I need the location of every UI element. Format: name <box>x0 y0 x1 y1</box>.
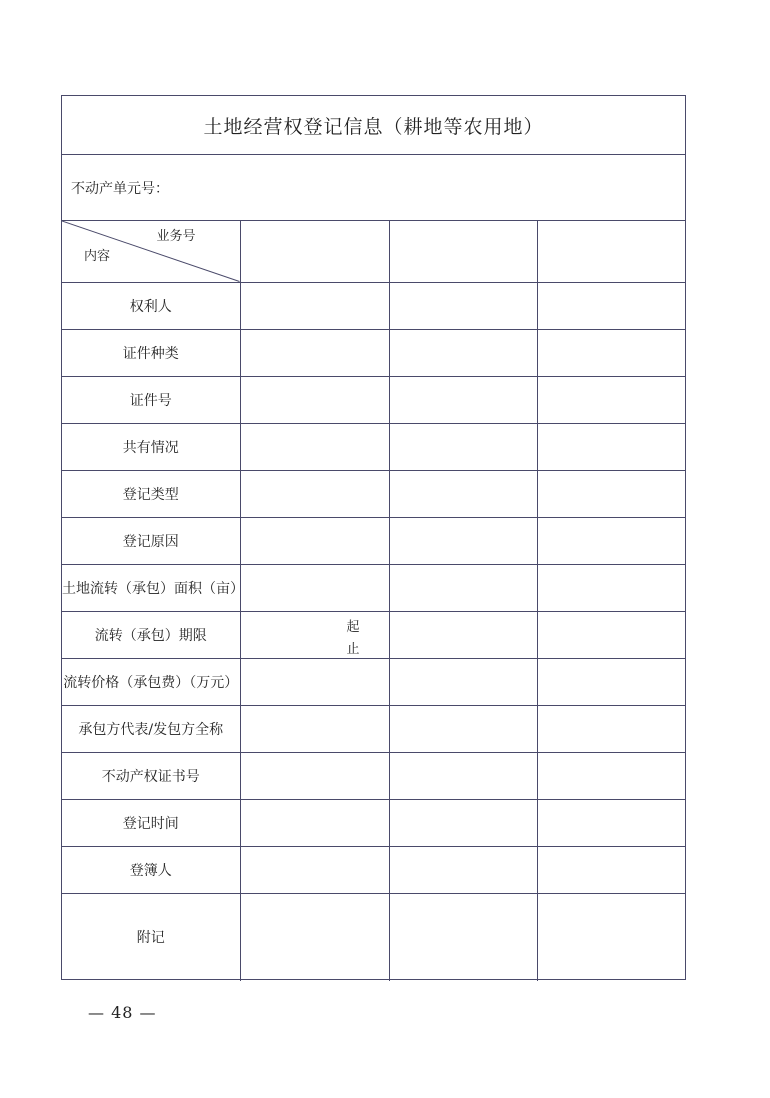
row-label: 登记时间 <box>62 799 240 846</box>
cell[interactable] <box>240 846 389 893</box>
row-label: 共有情况 <box>62 423 240 470</box>
cell[interactable] <box>389 376 537 423</box>
cell[interactable] <box>389 705 537 752</box>
table-row <box>62 846 685 893</box>
period-end-label: 止 <box>346 641 360 657</box>
row-label: 附记 <box>62 893 240 981</box>
table-row <box>62 893 685 981</box>
cell[interactable] <box>240 705 389 752</box>
table-row <box>62 611 685 658</box>
unit-number-label: 不动产单元号： <box>62 155 685 221</box>
cell[interactable] <box>537 705 685 752</box>
table-row <box>62 423 685 470</box>
row-label: 权利人 <box>62 282 240 329</box>
cell[interactable] <box>537 658 685 705</box>
cell[interactable] <box>389 611 537 658</box>
table-row <box>62 376 685 423</box>
business-number-header: 业务号 <box>156 229 196 244</box>
row-label: 登记类型 <box>62 470 240 517</box>
row-label: 土地流转（承包）面积（亩） <box>62 564 240 611</box>
cell[interactable] <box>240 376 389 423</box>
table-row <box>62 658 685 705</box>
cell[interactable] <box>389 752 537 799</box>
cell[interactable] <box>537 282 685 329</box>
page-number: — 48 — <box>88 1003 157 1022</box>
cell[interactable] <box>240 658 389 705</box>
table-header-row <box>62 221 685 282</box>
business-column-2[interactable] <box>389 221 537 282</box>
cell[interactable] <box>240 517 389 564</box>
row-label: 流转价格（承包费）（万元） <box>62 658 240 705</box>
cell[interactable] <box>389 517 537 564</box>
content-header: 内容 <box>84 249 111 264</box>
cell[interactable] <box>240 329 389 376</box>
table-row <box>62 517 685 564</box>
cell[interactable] <box>389 799 537 846</box>
table-row <box>62 564 685 611</box>
cell[interactable] <box>537 799 685 846</box>
row-label: 证件号 <box>62 376 240 423</box>
cell[interactable] <box>389 846 537 893</box>
cell[interactable] <box>537 611 685 658</box>
row-label: 登记原因 <box>62 517 240 564</box>
table-row <box>62 799 685 846</box>
cell[interactable] <box>240 423 389 470</box>
row-label: 流转（承包）期限 <box>62 611 240 658</box>
cell[interactable] <box>240 893 389 981</box>
business-column-1[interactable] <box>240 221 389 282</box>
cell[interactable] <box>389 470 537 517</box>
cell[interactable] <box>389 423 537 470</box>
cell[interactable] <box>537 752 685 799</box>
cell[interactable] <box>389 282 537 329</box>
table-row <box>62 282 685 329</box>
period-cell[interactable] <box>240 611 389 658</box>
cell[interactable] <box>240 799 389 846</box>
row-label: 证件种类 <box>62 329 240 376</box>
table-row <box>62 470 685 517</box>
table-row <box>62 329 685 376</box>
diagonal-header-cell <box>62 221 240 282</box>
cell[interactable] <box>389 564 537 611</box>
cell[interactable] <box>537 376 685 423</box>
registration-table <box>62 221 685 981</box>
cell[interactable] <box>537 893 685 981</box>
land-management-right-form <box>61 95 686 980</box>
row-label: 登簿人 <box>62 846 240 893</box>
cell[interactable] <box>240 752 389 799</box>
row-label: 承包方代表/发包方全称 <box>62 705 240 752</box>
form-title: 土地经营权登记信息（耕地等农用地） <box>62 96 685 155</box>
cell[interactable] <box>389 658 537 705</box>
cell[interactable] <box>389 893 537 981</box>
cell[interactable] <box>537 846 685 893</box>
cell[interactable] <box>537 564 685 611</box>
cell[interactable] <box>389 329 537 376</box>
cell[interactable] <box>240 282 389 329</box>
table-row <box>62 752 685 799</box>
cell[interactable] <box>537 423 685 470</box>
cell[interactable] <box>537 517 685 564</box>
row-label: 不动产权证书号 <box>62 752 240 799</box>
cell[interactable] <box>240 470 389 517</box>
cell[interactable] <box>240 564 389 611</box>
cell[interactable] <box>537 329 685 376</box>
table-row <box>62 705 685 752</box>
cell[interactable] <box>537 470 685 517</box>
business-column-3[interactable] <box>537 221 685 282</box>
period-start-label: 起 <box>346 619 360 635</box>
